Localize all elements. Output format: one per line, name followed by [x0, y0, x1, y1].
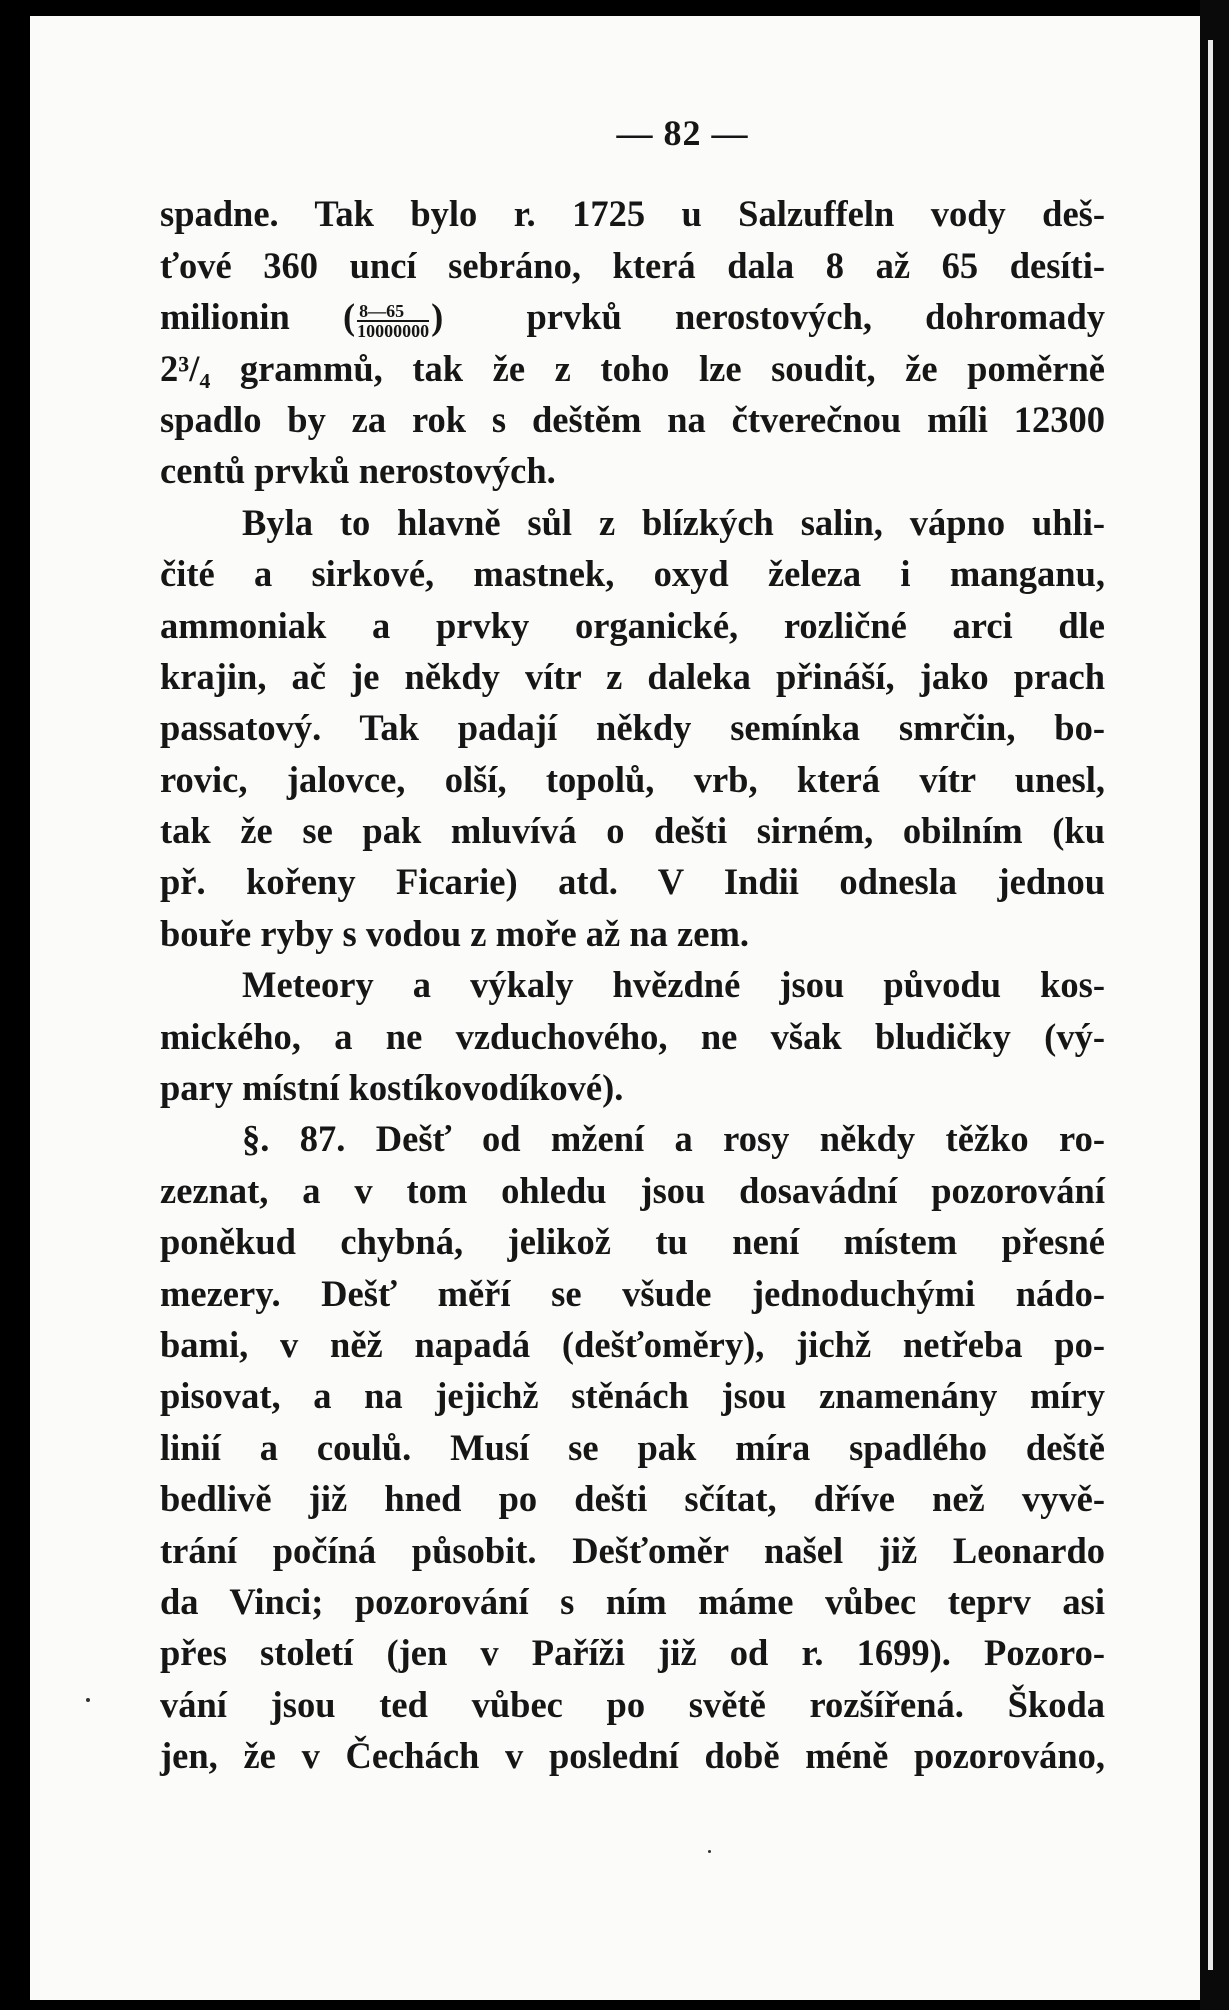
- text-line: pisovat, a na jejichž stěnách jsou znamenány míry: [160, 1375, 1105, 1417]
- fraction: [357, 302, 429, 340]
- fraction-suffix: ): [431, 296, 444, 338]
- text-line: Meteory a výkaly hvězdné jsou původu kos-: [242, 964, 1105, 1006]
- paragraph-3: [160, 959, 1105, 1113]
- print-speck: [708, 1850, 711, 1853]
- text-line: zeznat, a v tom ohledu jsou dosavádní pozorování: [160, 1169, 1105, 1211]
- text-line: jen, že v Čechách v poslední době méně pozorováno,: [160, 1735, 1105, 1777]
- text-line: passatový. Tak padají někdy semínka smrčin, bo-: [160, 707, 1105, 749]
- paragraph-1: [160, 188, 1105, 496]
- text-line-with-fraction: [160, 291, 1105, 342]
- print-speck: [86, 1698, 90, 1702]
- fraction-numerator: 8—65: [357, 302, 429, 322]
- text-line: spadne. Tak bylo r. 1725 u Salzuffeln vody deš-: [160, 193, 1105, 235]
- page-edge: [1200, 0, 1229, 2010]
- page-text: [160, 108, 1105, 1782]
- page-edge-strip: [1208, 40, 1213, 1970]
- text-line: mického, a ne vzduchového, ne však bludičky (vý-: [160, 1015, 1105, 1057]
- paragraph-2: [160, 497, 1105, 960]
- text-line: centů prvků nerostových.: [160, 450, 556, 492]
- text-line: ťové 360 uncí sebráno, která dala 8 až 65 desíti-: [160, 244, 1105, 286]
- text-line-rest: prvků nerostových, dohromady: [526, 296, 1106, 338]
- text-line: spadlo by za rok s deštěm na čtverečnou míli 12300: [160, 398, 1105, 440]
- page-number: — 82 —: [616, 113, 749, 153]
- text-line: bedlivě již hned po dešti sčítat, dříve než vyvě-: [160, 1478, 1105, 1520]
- text-line: př. kořeny Ficarie) atd. V Indii odnesla jednou: [160, 861, 1105, 903]
- paragraph-4: [160, 1113, 1105, 1781]
- text-line: čité a sirkové, mastnek, oxyd železa i manganu,: [160, 553, 1105, 595]
- text-line: přes století (jen v Paříži již od r. 1699). Pozoro-: [160, 1632, 1105, 1674]
- text-line: vání jsou ted vůbec po světě rozšířená. Škoda: [160, 1683, 1105, 1725]
- text-line: tak že se pak mluvívá o dešti sirném, obilním (ku: [160, 810, 1105, 852]
- text-line: poněkud chybná, jelikož tu není místem přesné: [160, 1221, 1105, 1263]
- text-line: pary místní kostíkovodíkové).: [160, 1067, 624, 1109]
- text-line: bami, v něž napadá (dešťoměry), jichž netřeba po-: [160, 1324, 1105, 1365]
- text-line: da Vinci; pozorování s ním máme vůbec teprv asi: [160, 1580, 1105, 1622]
- text-line: rovic, jalovce, olší, topolů, vrb, která vítr unesl,: [160, 758, 1105, 800]
- text-line: Byla to hlavně sůl z blízkých salin, vápno uhli-: [242, 501, 1105, 543]
- text-line: krajin, ač je někdy vítr z daleka přináší, jako prach: [160, 655, 1105, 697]
- text-line: 2³/₄ grammů, tak že z toho lze soudit, že poměrně: [160, 347, 1105, 389]
- text-line: trání počíná působit. Dešťoměr našel již Leonardo: [160, 1529, 1105, 1571]
- fraction-prefix: milionin (: [160, 296, 356, 338]
- fraction-denominator: 10000000: [357, 320, 430, 341]
- text-line: bouře ryby s vodou z moře až na zem.: [160, 912, 749, 954]
- text-line: §. 87. Dešť od mžení a rosy někdy těžko ro-: [242, 1118, 1105, 1160]
- text-line: linií a coulů. Musí se pak míra spadlého deště: [160, 1426, 1105, 1468]
- text-line: mezery. Dešť měří se všude jednoduchými nádo-: [160, 1272, 1105, 1314]
- text-line: ammoniak a prvky organické, rozličné arci dle: [160, 604, 1105, 646]
